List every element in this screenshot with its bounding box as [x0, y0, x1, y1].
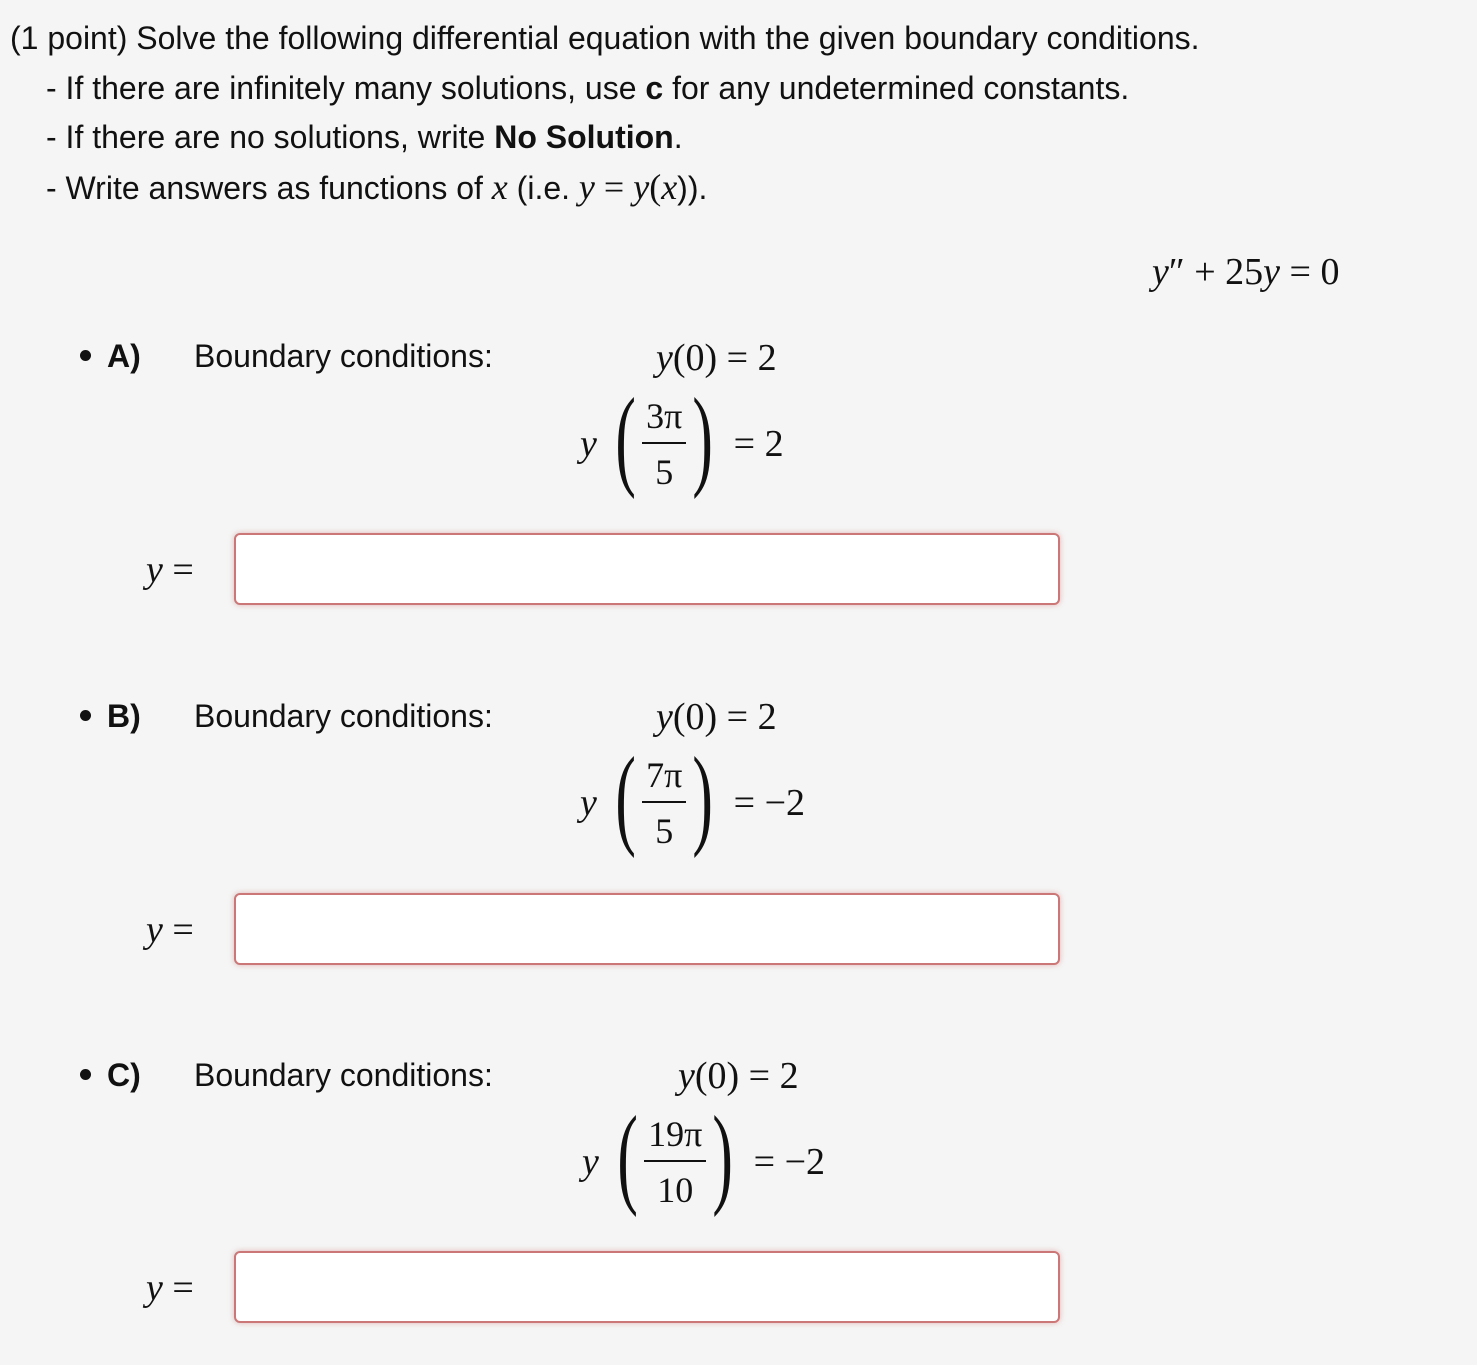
math-text: (0) = 2	[672, 696, 777, 738]
part-a-answer-input[interactable]	[234, 533, 1060, 605]
constant-c: c	[645, 70, 664, 106]
right-paren: )	[692, 376, 714, 500]
instruction-text: - If there are infinitely many solutions, use	[46, 70, 646, 106]
no-solution-keyword: No Solution	[494, 119, 674, 155]
math-y: y	[580, 423, 597, 465]
part-a-answer-label	[146, 548, 194, 592]
right-paren: )	[692, 735, 714, 859]
math-x: x	[491, 167, 508, 207]
fraction-denominator: 5	[655, 811, 674, 851]
part-c-answer-label	[146, 1266, 194, 1310]
math-text: = 0	[1280, 251, 1340, 293]
instruction-text: .	[673, 119, 683, 155]
math-y: y	[633, 167, 650, 207]
fraction-bar	[642, 442, 686, 444]
part-b-bc-label: Boundary conditions:	[194, 698, 493, 734]
left-paren: (	[615, 735, 636, 859]
part-c-answer-input[interactable]	[234, 1251, 1060, 1323]
left-paren: (	[617, 1094, 638, 1218]
math-y: y	[580, 782, 597, 824]
fraction-denominator: 10	[657, 1170, 694, 1210]
math-text: (0) = 2	[672, 337, 777, 379]
math-eq: =	[162, 1267, 194, 1309]
part-letter: A)	[107, 338, 141, 374]
math-x: x	[661, 167, 678, 207]
part-letter: B)	[107, 698, 141, 734]
problem-statement	[10, 18, 1200, 58]
bullet-dot-icon	[80, 1069, 91, 1080]
math-y: y	[1263, 251, 1281, 293]
math-paren: (	[649, 167, 662, 207]
instruction-text: - Write answers as functions of	[46, 170, 492, 206]
fraction	[644, 1114, 706, 1210]
bullet-dot-icon	[80, 710, 91, 721]
math-y: y	[146, 909, 163, 951]
part-b-bullet	[80, 698, 141, 735]
part-c-bullet	[80, 1057, 141, 1094]
math-text: (0) = 2	[694, 1055, 799, 1097]
part-b-bc2	[580, 735, 806, 859]
part-b-bc1	[656, 695, 777, 739]
fraction	[642, 396, 686, 492]
math-y: y	[146, 1267, 163, 1309]
differential-equation	[1152, 250, 1339, 294]
math-y: y	[582, 1141, 599, 1183]
math-eq: =	[162, 549, 194, 591]
math-eq: =	[594, 167, 634, 207]
part-a-bc-label: Boundary conditions:	[194, 338, 493, 374]
math-text: = 2	[733, 423, 784, 465]
math-text: = −2	[753, 1141, 826, 1183]
fraction-bar	[642, 801, 686, 803]
instruction-no-solution	[46, 117, 683, 157]
bullet-dot-icon	[80, 350, 91, 361]
math-eq: =	[162, 909, 194, 951]
part-c-bc-label: Boundary conditions:	[194, 1057, 493, 1093]
instruction-functions	[46, 167, 707, 208]
part-a-bc2	[580, 376, 784, 500]
right-paren: )	[712, 1094, 734, 1218]
part-b-answer-label	[146, 908, 194, 952]
math-y: y	[146, 549, 163, 591]
instruction-text: )).	[677, 170, 708, 206]
math-y: y	[578, 167, 595, 207]
part-a-bc1	[656, 336, 777, 380]
instruction-text: (i.e.	[507, 170, 579, 206]
math-y: y	[656, 696, 673, 738]
fraction-bar	[644, 1160, 706, 1162]
instruction-infinite	[46, 68, 1129, 108]
fraction	[642, 755, 686, 851]
fraction-numerator: 3π	[646, 396, 683, 436]
instruction-text: - If there are no solutions, write	[46, 119, 495, 155]
math-y: y	[1152, 251, 1169, 293]
fraction-denominator: 5	[655, 452, 674, 492]
instruction-text: for any undetermined constants.	[663, 70, 1130, 106]
math-y: y	[656, 337, 673, 379]
left-paren: (	[615, 376, 636, 500]
fraction-numerator: 7π	[646, 755, 683, 795]
fraction-numerator: 19π	[648, 1114, 703, 1154]
math-text: ″ + 25	[1168, 251, 1264, 293]
problem-intro-text: (1 point) Solve the following differential equation with the given boundary conditions.	[10, 20, 1200, 56]
part-a-bullet	[80, 338, 141, 375]
math-y: y	[678, 1055, 695, 1097]
part-c-bc1	[678, 1054, 799, 1098]
part-c-bc2	[582, 1094, 826, 1218]
math-text: = −2	[733, 782, 806, 824]
part-letter: C)	[107, 1057, 141, 1093]
part-b-answer-input[interactable]	[234, 893, 1060, 965]
